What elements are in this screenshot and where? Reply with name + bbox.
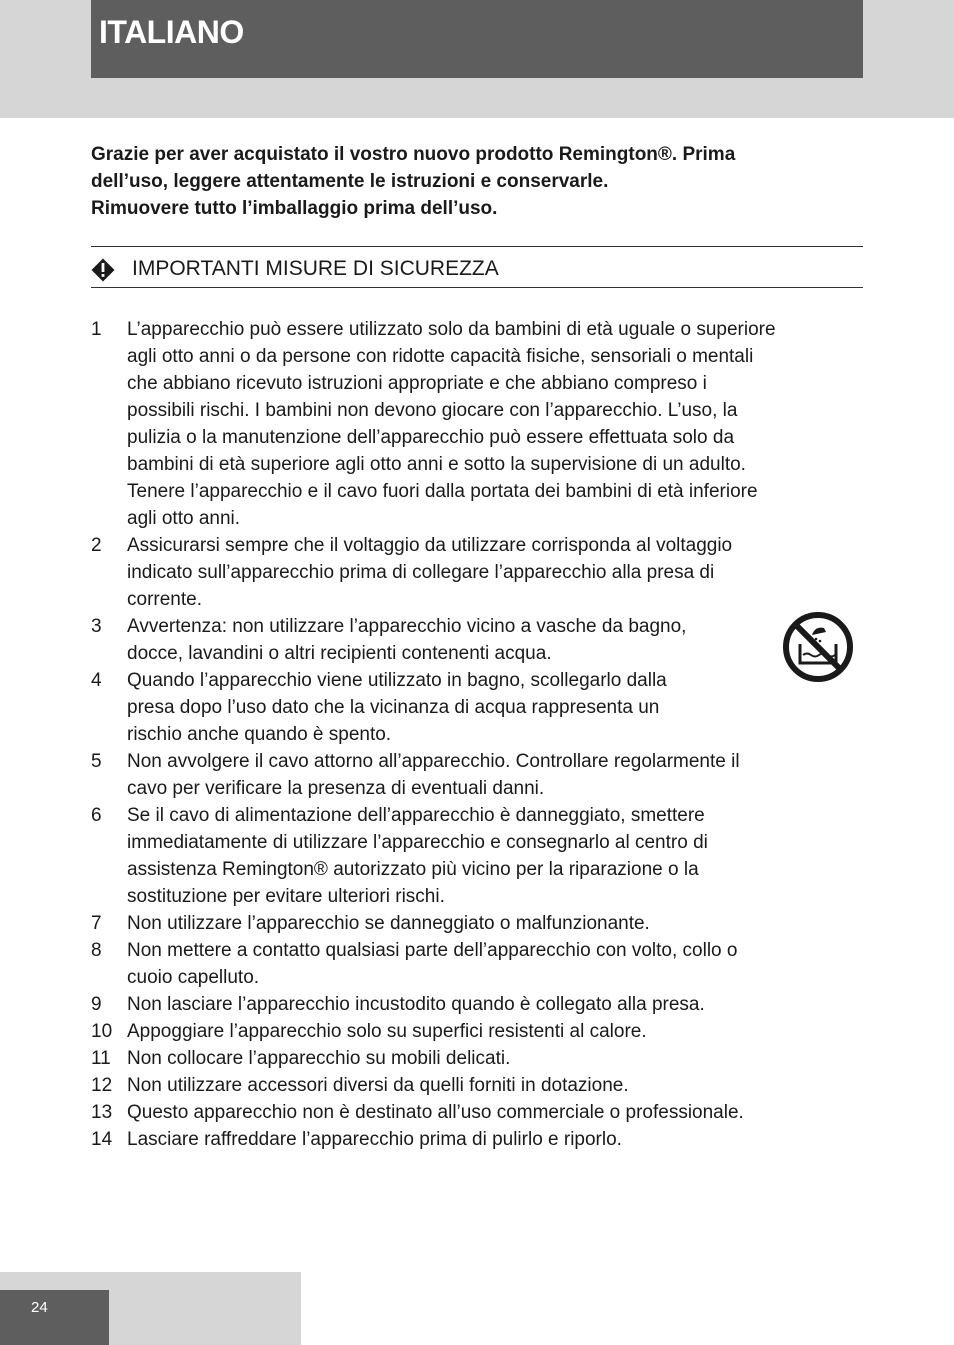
item-text-line: Non utilizzare l’apparecchio se danneggiato o malfunzionante. bbox=[127, 913, 650, 934]
safety-item bbox=[91, 667, 763, 748]
safety-section-header bbox=[91, 246, 863, 288]
safety-item bbox=[91, 937, 871, 991]
item-text-line: Lasciare raffreddare l’apparecchio prima di pulirlo e riporlo. bbox=[127, 1129, 622, 1150]
item-number: 9 bbox=[91, 994, 102, 1015]
safety-item bbox=[91, 1126, 871, 1153]
safety-item bbox=[91, 316, 871, 532]
safety-item bbox=[91, 1099, 871, 1126]
item-text-line: bambini di età superiore agli otto anni e sotto la supervisione di un adulto. bbox=[127, 454, 746, 475]
item-text-line: Tenere l’apparecchio e il cavo fuori dalla portata dei bambini di età inferiore bbox=[127, 481, 758, 502]
item-text-line: Questo apparecchio non è destinato all’uso commerciale o professionale. bbox=[127, 1102, 744, 1123]
item-text-line: Se il cavo di alimentazione dell’apparecchio è danneggiato, smettere bbox=[127, 805, 705, 826]
item-text-line: Appoggiare l’apparecchio solo su superfici resistenti al calore. bbox=[127, 1021, 647, 1042]
item-text-line: Non lasciare l’apparecchio incustodito quando è collegato alla presa. bbox=[127, 994, 705, 1015]
item-text-line: Assicurarsi sempre che il voltaggio da utilizzare corrisponda al voltaggio bbox=[127, 535, 733, 556]
item-text-line: agli otto anni. bbox=[127, 508, 241, 529]
no-water-bath-icon bbox=[782, 611, 854, 683]
item-number: 10 bbox=[91, 1021, 113, 1042]
item-number: 6 bbox=[91, 805, 102, 826]
item-text-line: Non collocare l’apparecchio su mobili delicati. bbox=[127, 1048, 511, 1069]
safety-item bbox=[91, 532, 871, 613]
item-text-line: cuoio capelluto. bbox=[127, 967, 260, 988]
safety-item bbox=[91, 991, 871, 1018]
safety-item bbox=[91, 613, 763, 667]
item-text-line: che abbiano ricevuto istruzioni appropriate e che abbiano compreso i bbox=[127, 373, 707, 394]
intro-line: dell’uso, leggere attentamente le istruzioni e conservarle. bbox=[91, 171, 609, 192]
item-number: 3 bbox=[91, 616, 102, 637]
item-text-line: Non utilizzare accessori diversi da quelli forniti in dotazione. bbox=[127, 1075, 629, 1096]
item-text-line: possibili rischi. I bambini non devono giocare con l’apparecchio. L’uso, la bbox=[127, 400, 738, 421]
item-number: 5 bbox=[91, 751, 102, 772]
item-number: 8 bbox=[91, 940, 102, 961]
item-text-line: agli otto anni o da persone con ridotte capacità fisiche, sensoriali o mentali bbox=[127, 346, 754, 367]
item-text-line: corrente. bbox=[127, 589, 202, 610]
item-text-line: Quando l’apparecchio viene utilizzato in bagno, scollegarlo dalla bbox=[127, 670, 667, 691]
safety-item bbox=[91, 1018, 871, 1045]
safety-list bbox=[91, 316, 871, 1153]
item-text-line: cavo per verificare la presenza di eventuali danni. bbox=[127, 778, 545, 799]
item-text-line: rischio anche quando è spento. bbox=[127, 724, 392, 745]
item-number: 4 bbox=[91, 670, 102, 691]
item-text-line: docce, lavandini o altri recipienti contenenti acqua. bbox=[127, 643, 552, 664]
safety-item bbox=[91, 802, 871, 910]
item-text-line: indicato sull’apparecchio prima di collegare l’apparecchio alla presa di bbox=[127, 562, 715, 583]
item-number: 11 bbox=[91, 1048, 111, 1069]
item-number: 2 bbox=[91, 535, 102, 556]
item-number: 1 bbox=[91, 319, 102, 340]
intro-line: Rimuovere tutto l’imballaggio prima dell’uso. bbox=[91, 198, 498, 219]
item-number: 14 bbox=[91, 1129, 113, 1150]
intro-line: Grazie per aver acquistato il vostro nuovo prodotto Remington®. Prima bbox=[91, 144, 736, 165]
item-number: 12 bbox=[91, 1075, 113, 1096]
item-text-line: L’apparecchio può essere utilizzato solo da bambini di età uguale o superiore bbox=[127, 319, 776, 340]
item-text-line: assistenza Remington® autorizzato più vicino per la riparazione o la bbox=[127, 859, 699, 880]
item-text-line: Non mettere a contatto qualsiasi parte dell’apparecchio con volto, collo o bbox=[127, 940, 738, 961]
page-number: 24 bbox=[31, 1299, 48, 1316]
safety-item bbox=[91, 1072, 871, 1099]
language-header bbox=[91, 0, 863, 78]
item-text-line: Non avvolgere il cavo attorno all’apparecchio. Controllare regolarmente il bbox=[127, 751, 740, 772]
item-text-line: sostituzione per evitare ulteriori rischi. bbox=[127, 886, 445, 907]
warning-icon bbox=[91, 258, 115, 282]
item-text-line: immediatamente di utilizzare l’apparecchio e consegnarlo al centro di bbox=[127, 832, 708, 853]
safety-item bbox=[91, 748, 871, 802]
item-text-line: pulizia o la manutenzione dell’apparecchio può essere effettuata solo da bbox=[127, 427, 735, 448]
item-text-line: presa dopo l’uso dato che la vicinanza di acqua rappresenta un bbox=[127, 697, 660, 718]
item-number: 7 bbox=[91, 913, 102, 934]
item-number: 13 bbox=[91, 1102, 113, 1123]
page-number-box bbox=[0, 1290, 109, 1345]
safety-item bbox=[91, 910, 871, 937]
language-title: ITALIANO bbox=[99, 14, 244, 50]
section-title: IMPORTANTI MISURE DI SICUREZZA bbox=[132, 257, 499, 280]
intro-text bbox=[91, 141, 871, 222]
safety-item bbox=[91, 1045, 871, 1072]
item-text-line: Avvertenza: non utilizzare l’apparecchio vicino a vasche da bagno, bbox=[127, 616, 687, 637]
